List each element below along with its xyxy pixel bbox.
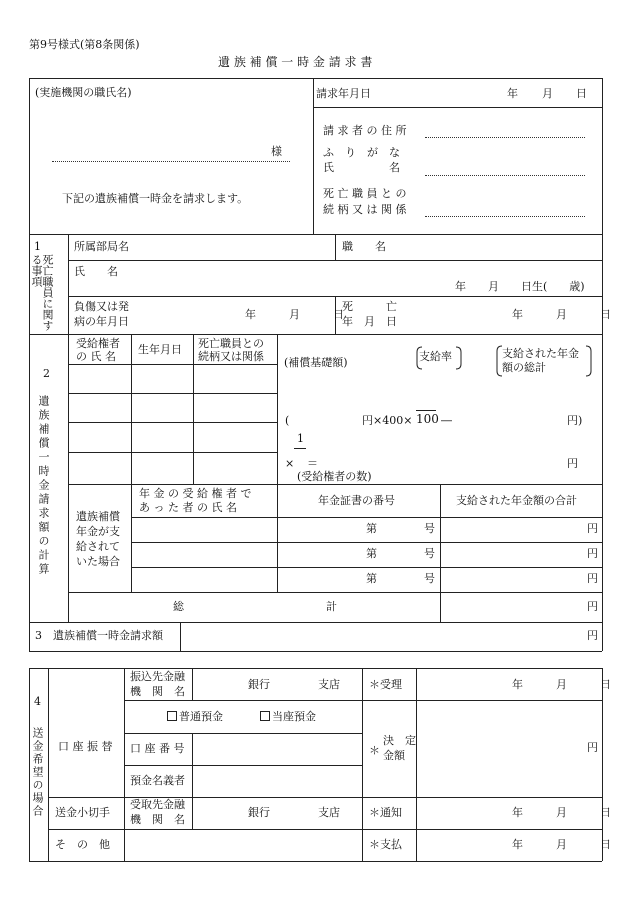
address-line	[425, 137, 585, 138]
sama-suffix: 様	[271, 145, 282, 158]
section4-heading: 送金希望の場合	[31, 727, 44, 818]
receipt-label: ＊受理	[369, 678, 402, 691]
request-day: 日	[576, 87, 587, 100]
relation-label-2: 続 柄 又 は 関 係	[323, 203, 407, 216]
birth-date-suffix: 年 月 日生( 歳)	[455, 280, 585, 293]
grand-total-yen: 円	[587, 600, 598, 613]
total-paid-label-2: 額の総計	[502, 361, 546, 374]
check-bank-suffix: 銀行	[248, 806, 270, 819]
grand-total-label-b: 計	[326, 600, 337, 613]
total-yen-1: 円	[587, 522, 598, 535]
result-yen: 円	[567, 457, 578, 470]
injury-date-ymd: 年 月 日	[245, 308, 344, 321]
pension-case-3: 給されて	[76, 540, 120, 553]
pension-case-1: 遺族補償	[76, 510, 120, 523]
receive-bank-label-1: 受取先金融	[130, 798, 185, 811]
cert-go-2: 号	[424, 547, 435, 560]
request-year: 年	[507, 87, 518, 100]
agency-name-line	[52, 161, 290, 162]
death-date-label-2: 年 月 日	[342, 315, 397, 328]
payment-date-ymd: 年 月 日	[512, 838, 611, 851]
receipt-date-ymd: 年 月 日	[512, 678, 611, 691]
recipient-count-label: (受給権者の数)	[297, 470, 372, 483]
section3-yen: 円	[587, 629, 598, 642]
relation-col-header-1: 死亡職員との	[198, 337, 264, 350]
account-holder-label: 預金名義者	[130, 774, 185, 787]
cert-go-1: 号	[424, 522, 435, 535]
cert-dai-1: 第	[366, 522, 377, 535]
decision-star: ＊	[369, 744, 380, 757]
decision-label-2: 金額	[383, 749, 405, 762]
deceased-name-label: 氏 名	[74, 265, 118, 278]
address-label: 請 求 者 の 住 所	[323, 124, 407, 137]
recipient-col-header-1: 受給権者	[76, 337, 120, 350]
check-branch-suffix: 支店	[318, 806, 340, 819]
bank-label-2: 機 関 名	[130, 685, 185, 698]
relation-col-header-2: 続柄又は関係	[198, 350, 264, 363]
birth-col-header: 生年月日	[138, 343, 182, 356]
other-label: そ の 他	[55, 838, 110, 851]
formula-open-paren: (	[285, 414, 290, 427]
notice-label: ＊通知	[369, 806, 402, 819]
pension-case-4: いた場合	[76, 555, 120, 568]
section2-number: 2	[43, 367, 50, 380]
account-number-label: 口 座 番 号	[130, 742, 185, 755]
relation-line	[425, 216, 585, 217]
furigana-label: ふ り が な	[323, 146, 400, 159]
transfer-branch-suffix: 支店	[318, 678, 340, 691]
holder-col-header-2: あ っ た 者 の 氏 名	[139, 501, 237, 514]
formula-yen-times: 円×400×	[362, 414, 413, 427]
agency-label: (実施機関の職氏名)	[35, 86, 132, 99]
cert-dai-3: 第	[366, 572, 377, 585]
deposit-current-option[interactable]	[260, 711, 316, 724]
total-yen-3: 円	[587, 572, 598, 585]
dept-label: 所属部局名	[74, 240, 129, 253]
request-month: 月	[542, 87, 553, 100]
formula-yen-close: 円)	[567, 414, 583, 427]
cert-go-3: 号	[424, 572, 435, 585]
holder-col-header-1: 年 金 の 受 給 権 者 で	[139, 487, 252, 500]
grand-total-label-a: 総	[173, 600, 184, 613]
relation-label-1: 死 亡 職 員 と の	[323, 187, 407, 200]
deposit-normal-option[interactable]	[167, 711, 223, 724]
total-yen-2: 円	[587, 547, 598, 560]
base-amount-label: (補償基礎額)	[284, 356, 348, 369]
deposit-current-label: 当座預金	[272, 710, 316, 723]
fraction-numerator: 1	[297, 432, 304, 445]
decision-yen: 円	[587, 741, 598, 754]
recipient-col-header-2: の 氏 名	[76, 350, 116, 363]
form-title: 遺 族 補 償 一 時 金 請 求 書	[218, 55, 373, 69]
account-transfer-label: 口 座 振 替	[58, 740, 113, 753]
section1-number: 1	[34, 240, 41, 253]
injury-date-label-1: 負傷又は発	[74, 300, 129, 313]
deposit-current-checkbox[interactable]	[260, 711, 270, 721]
cert-dai-2: 第	[366, 547, 377, 560]
section3-label: 3 遺族補償一時金請求額	[35, 629, 163, 642]
name-line	[425, 175, 585, 176]
death-date-label-1: 死 亡	[342, 300, 397, 313]
formula-minus: ―	[441, 414, 452, 427]
request-statement: 下記の遺族補償一時金を請求します。	[62, 192, 249, 205]
bank-label-1: 振込先金融	[130, 670, 185, 683]
total-col-header: 支給された年金額の合計	[456, 494, 577, 507]
check-label: 送金小切手	[55, 806, 110, 819]
injury-date-label-2: 病の年月日	[74, 315, 129, 328]
section4-number: 4	[34, 695, 41, 708]
times-sign: ×	[285, 457, 295, 470]
equals-sign: ＝	[307, 457, 318, 470]
section2-heading: 遺族補償一時金請求額の計算	[37, 395, 50, 577]
rate-label: 支給率	[419, 350, 452, 363]
payment-label: ＊支払	[369, 838, 402, 851]
name-label: 氏 名	[323, 161, 400, 174]
formula-100: 100	[416, 412, 439, 426]
transfer-bank-suffix: 銀行	[248, 678, 270, 691]
deposit-normal-checkbox[interactable]	[167, 711, 177, 721]
position-label: 職 名	[342, 240, 386, 253]
form-number: 第9号様式(第8条関係)	[29, 38, 140, 51]
notice-date-ymd: 年 月 日	[512, 806, 611, 819]
total-paid-label-1: 支給された年金	[502, 347, 579, 360]
death-date-ymd: 年 月 日	[512, 308, 611, 321]
receive-bank-label-2: 機 関 名	[130, 813, 185, 826]
request-date-label: 請求年月日	[316, 87, 371, 100]
fraction-bar	[294, 448, 306, 449]
pension-case-2: 年金が支	[76, 525, 120, 538]
overline	[416, 410, 436, 411]
cert-col-header: 年金証書の番号	[318, 494, 395, 507]
deposit-normal-label: 普通預金	[179, 710, 223, 723]
decision-label-1: 決 定	[383, 734, 416, 747]
section1-heading: 死亡職員に関する事項	[30, 254, 54, 331]
